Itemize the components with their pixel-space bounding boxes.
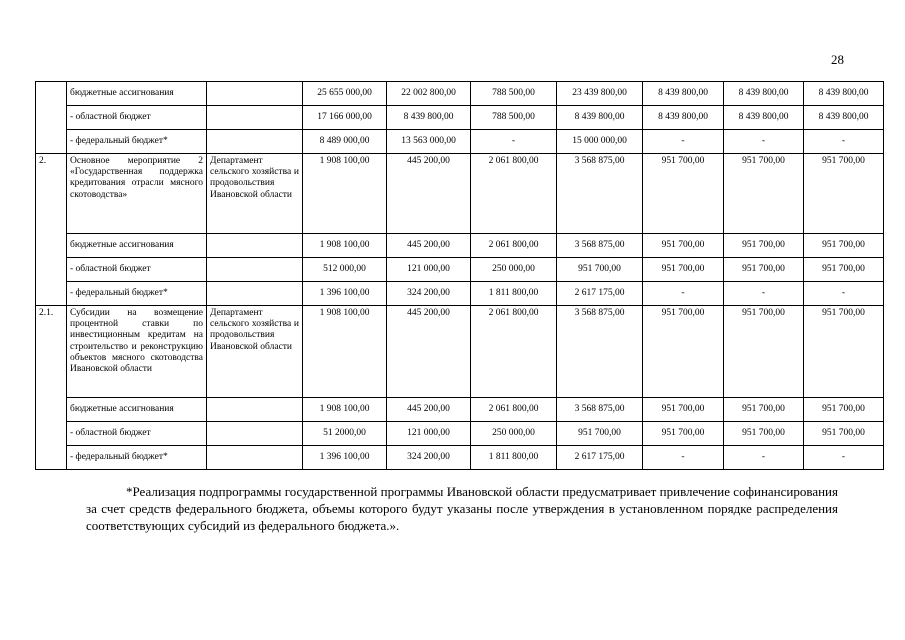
amount-cell: - bbox=[643, 130, 724, 154]
amount-cell: - bbox=[804, 446, 884, 470]
amount-cell: - bbox=[643, 446, 724, 470]
row-name-cell: бюджетные ассигнования bbox=[67, 82, 207, 106]
table-row-sub bbox=[36, 422, 884, 446]
amount-cell: 951 700,00 bbox=[643, 234, 724, 258]
amount-cell: 951 700,00 bbox=[724, 422, 804, 446]
amount-cell: 445 200,00 bbox=[387, 154, 471, 234]
amount-cell: 8 439 800,00 bbox=[387, 106, 471, 130]
amount-cell: 951 700,00 bbox=[724, 258, 804, 282]
amount-cell: 2 061 800,00 bbox=[471, 154, 557, 234]
amount-cell: - bbox=[724, 446, 804, 470]
row-number-cell bbox=[36, 82, 67, 154]
amount-cell: 445 200,00 bbox=[387, 234, 471, 258]
budget-table-body bbox=[36, 82, 884, 470]
amount-cell: 951 700,00 bbox=[643, 398, 724, 422]
executor-cell bbox=[207, 106, 303, 130]
amount-cell: 951 700,00 bbox=[557, 258, 643, 282]
executor-cell bbox=[207, 258, 303, 282]
amount-cell: 951 700,00 bbox=[804, 154, 884, 234]
table-row-sub bbox=[36, 82, 884, 106]
executor-cell bbox=[207, 398, 303, 422]
row-name-cell: Субсидии на возмещение процентной ставки по инвестиционным кредитам на строительство и реконструкцию объектов мясного скотоводства Ивановской области bbox=[67, 306, 207, 398]
amount-cell: 121 000,00 bbox=[387, 422, 471, 446]
amount-cell: 951 700,00 bbox=[724, 234, 804, 258]
amount-cell: 3 568 875,00 bbox=[557, 306, 643, 398]
amount-cell: 951 700,00 bbox=[724, 154, 804, 234]
amount-cell: 2 061 800,00 bbox=[471, 398, 557, 422]
footnote: *Реализация подпрограммы государственной программы Ивановской области предусматривает привлечение софинансирования за счет средств федерального бюджета, объемы которого будут указаны после утверждения в установленном порядке распределения соответствующих субсидий из федерального бюджета.». bbox=[86, 484, 838, 533]
amount-cell: 951 700,00 bbox=[643, 422, 724, 446]
table-row-sub bbox=[36, 130, 884, 154]
executor-cell: Департамент сельского хозяйства и продовольствия Ивановской области bbox=[207, 154, 303, 234]
amount-cell: - bbox=[724, 130, 804, 154]
amount-cell: 951 700,00 bbox=[724, 398, 804, 422]
amount-cell: 951 700,00 bbox=[557, 422, 643, 446]
table-row-sub bbox=[36, 106, 884, 130]
amount-cell: 250 000,00 bbox=[471, 422, 557, 446]
amount-cell: 2 061 800,00 bbox=[471, 234, 557, 258]
amount-cell: 951 700,00 bbox=[643, 258, 724, 282]
amount-cell: 25 655 000,00 bbox=[303, 82, 387, 106]
table-row-main bbox=[36, 306, 884, 398]
table-row-sub bbox=[36, 258, 884, 282]
row-name-cell: Основное мероприятие 2 «Государственная поддержка кредитования отрасли мясного скотоводства» bbox=[67, 154, 207, 234]
amount-cell: 324 200,00 bbox=[387, 282, 471, 306]
amount-cell: 15 000 000,00 bbox=[557, 130, 643, 154]
row-name-cell: - областной бюджет bbox=[67, 106, 207, 130]
amount-cell: - bbox=[643, 282, 724, 306]
amount-cell: 951 700,00 bbox=[643, 154, 724, 234]
amount-cell: 951 700,00 bbox=[804, 398, 884, 422]
executor-cell bbox=[207, 82, 303, 106]
executor-cell bbox=[207, 422, 303, 446]
page-number: 28 bbox=[831, 52, 844, 67]
table-row-sub bbox=[36, 446, 884, 470]
amount-cell: 121 000,00 bbox=[387, 258, 471, 282]
amount-cell: 8 439 800,00 bbox=[724, 82, 804, 106]
budget-table bbox=[35, 81, 884, 470]
row-name-cell: бюджетные ассигнования bbox=[67, 234, 207, 258]
row-name-cell: - федеральный бюджет* bbox=[67, 282, 207, 306]
amount-cell: 951 700,00 bbox=[724, 306, 804, 398]
amount-cell: 17 166 000,00 bbox=[303, 106, 387, 130]
amount-cell: 512 000,00 bbox=[303, 258, 387, 282]
amount-cell: 1 811 800,00 bbox=[471, 282, 557, 306]
row-name-cell: - областной бюджет bbox=[67, 422, 207, 446]
row-name-cell: - федеральный бюджет* bbox=[67, 130, 207, 154]
amount-cell: 2 617 175,00 bbox=[557, 282, 643, 306]
table-row-sub bbox=[36, 234, 884, 258]
amount-cell: 2 617 175,00 bbox=[557, 446, 643, 470]
amount-cell: - bbox=[724, 282, 804, 306]
executor-cell bbox=[207, 446, 303, 470]
table-row-main bbox=[36, 154, 884, 234]
amount-cell: 1 908 100,00 bbox=[303, 398, 387, 422]
executor-cell bbox=[207, 234, 303, 258]
amount-cell: 951 700,00 bbox=[804, 306, 884, 398]
amount-cell: 788 500,00 bbox=[471, 82, 557, 106]
amount-cell: 1 908 100,00 bbox=[303, 154, 387, 234]
amount-cell: 250 000,00 bbox=[471, 258, 557, 282]
row-number-cell: 2. bbox=[36, 154, 67, 306]
amount-cell: 1 811 800,00 bbox=[471, 446, 557, 470]
amount-cell: 1 396 100,00 bbox=[303, 446, 387, 470]
amount-cell: - bbox=[804, 282, 884, 306]
amount-cell: - bbox=[804, 130, 884, 154]
row-number-cell: 2.1. bbox=[36, 306, 67, 470]
amount-cell: 324 200,00 bbox=[387, 446, 471, 470]
amount-cell: 1 908 100,00 bbox=[303, 306, 387, 398]
table-row-sub bbox=[36, 282, 884, 306]
executor-cell bbox=[207, 282, 303, 306]
amount-cell: 8 439 800,00 bbox=[724, 106, 804, 130]
executor-cell bbox=[207, 130, 303, 154]
amount-cell: - bbox=[471, 130, 557, 154]
amount-cell: 445 200,00 bbox=[387, 398, 471, 422]
amount-cell: 8 489 000,00 bbox=[303, 130, 387, 154]
amount-cell: 8 439 800,00 bbox=[804, 82, 884, 106]
executor-cell: Департамент сельского хозяйства и продовольствия Ивановской области bbox=[207, 306, 303, 398]
amount-cell: 788 500,00 bbox=[471, 106, 557, 130]
amount-cell: 22 002 800,00 bbox=[387, 82, 471, 106]
amount-cell: 8 439 800,00 bbox=[804, 106, 884, 130]
amount-cell: 951 700,00 bbox=[804, 422, 884, 446]
amount-cell: 951 700,00 bbox=[804, 234, 884, 258]
row-name-cell: - областной бюджет bbox=[67, 258, 207, 282]
amount-cell: 8 439 800,00 bbox=[643, 106, 724, 130]
table-row-sub bbox=[36, 398, 884, 422]
amount-cell: 51 2000,00 bbox=[303, 422, 387, 446]
amount-cell: 2 061 800,00 bbox=[471, 306, 557, 398]
amount-cell: 3 568 875,00 bbox=[557, 154, 643, 234]
amount-cell: 445 200,00 bbox=[387, 306, 471, 398]
amount-cell: 1 396 100,00 bbox=[303, 282, 387, 306]
amount-cell: 23 439 800,00 bbox=[557, 82, 643, 106]
row-name-cell: - федеральный бюджет* bbox=[67, 446, 207, 470]
amount-cell: 8 439 800,00 bbox=[643, 82, 724, 106]
amount-cell: 3 568 875,00 bbox=[557, 234, 643, 258]
row-name-cell: бюджетные ассигнования bbox=[67, 398, 207, 422]
amount-cell: 951 700,00 bbox=[804, 258, 884, 282]
amount-cell: 3 568 875,00 bbox=[557, 398, 643, 422]
amount-cell: 951 700,00 bbox=[643, 306, 724, 398]
amount-cell: 1 908 100,00 bbox=[303, 234, 387, 258]
amount-cell: 13 563 000,00 bbox=[387, 130, 471, 154]
amount-cell: 8 439 800,00 bbox=[557, 106, 643, 130]
